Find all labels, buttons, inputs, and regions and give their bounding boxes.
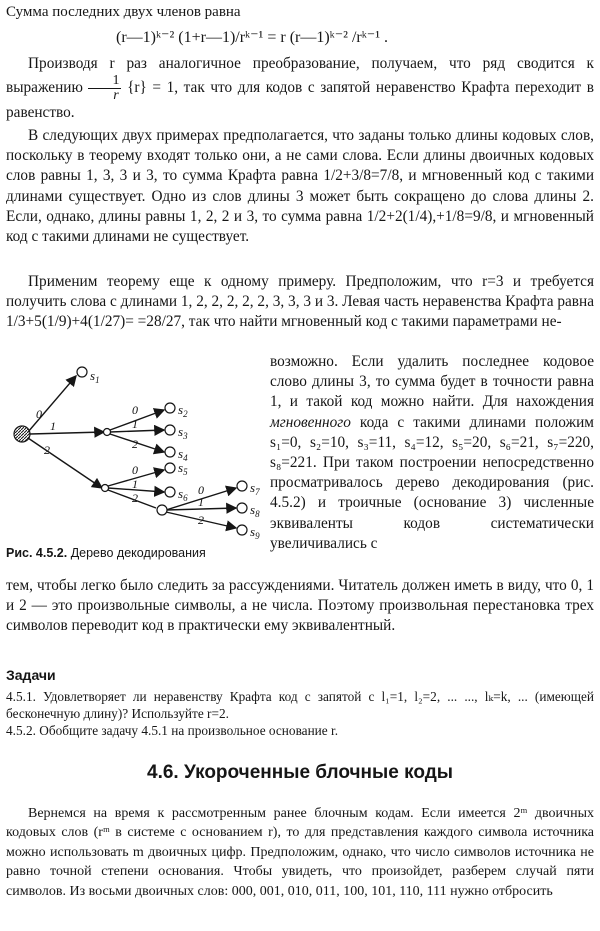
leaf-label-s2: $s_2$ — [178, 402, 188, 419]
leaf-node-s2 — [165, 403, 175, 413]
edge-label-8: 2 — [132, 491, 138, 505]
leaf-node-s4 — [165, 447, 175, 457]
paragraph-3: Применим теорему еще к одному примеру. Предположим, что r=3 и требуется получить слова с длинами 1, 2, 2, 2, 2, 2, 3, 3, 3 и 3. Левая часть неравенства Крафта равна 1/3+5(1/9)+4(1/27)= =28/27, так что найти мгновенный код с такими параметрами не- — [6, 273, 594, 331]
fraction-numerator: 1 — [88, 74, 121, 89]
edge-label-2: 2 — [44, 443, 50, 457]
leaf-node-s5 — [165, 463, 175, 473]
paragraph-3-wrap-a: возможно. Если удалить последнее кодовое слово длины 3, то сумма будет в точности равна 1, и такой код можно найти. Для нахождения — [270, 353, 594, 411]
paragraph-2: В следующих двух примерах предполагается, что заданы только длины кодовых слов, поскольку в теорему входят только они, а не сами слова. Если длины двоичных кодовых слов равны 1, 3, 3 и 3, то сумма Крафта равна 1/2+3/8=7/8, и мгновенный код с такими длинами существует. Одно из слов длины 3 может быть сокращено до слова длины 2. Если, однако, длины равны 1, 2, 2 и 3, то сумма равна 1/2+2(1/4),+1/8=9/8, и мгновенный код с такими длинами не существует. — [6, 127, 594, 246]
leaf-node-s6 — [165, 487, 175, 497]
leaf-label-s7: $s_7$ — [250, 480, 260, 497]
leaf-node-s3 — [165, 425, 175, 435]
leaf-label-s3: $s_3$ — [178, 424, 188, 441]
leaf-label-s8: $s_8$ — [250, 502, 260, 519]
caption-label: Рис. 4.5.2. — [6, 546, 68, 560]
leaf-node-s9 — [237, 525, 247, 535]
tasks-heading: Задачи — [6, 667, 56, 683]
paragraph-3-wrap — [270, 352, 594, 554]
edge-label-0: 0 — [36, 407, 42, 421]
edge-label-3: 0 — [132, 403, 138, 417]
edge-label-11: 2 — [198, 513, 204, 527]
equation-sum: (r—1)ᵏ⁻² (1+r—1)/rᵏ⁻¹ = r (r—1)ᵏ⁻² /rᵏ⁻¹ . — [116, 29, 389, 46]
section-heading: 4.6. Укороченные блочные коды — [147, 762, 453, 783]
paragraph-3-tail: тем, чтобы легко было следить за рассуждениями. Читатель должен иметь в виду, что 0, 1 и 2 — это произвольные символы, а не числа. Поэтому произвольная перестановка трех символов переводит код в практически ему эквивалентный. — [6, 577, 594, 635]
caption-text: Дерево декодирования — [70, 546, 206, 560]
paragraph-1-b: {r} = 1, так что для кодов с запятой неравенство Крафта переходит в равенство. — [6, 79, 594, 122]
paragraph-3-wrap-emphasis: мгновенного — [270, 413, 351, 431]
edge-root-n1 — [30, 432, 104, 434]
paragraph-1-a: Производя r раз аналогичное преобразование, получаем, что ряд сводится к выражению — [6, 55, 594, 97]
edge-label-7: 1 — [132, 477, 138, 491]
leaf-node-s1 — [77, 367, 87, 377]
intro-line: Сумма последних двух членов равна — [6, 4, 241, 20]
leaf-label-s4: $s_4$ — [178, 446, 188, 463]
fraction-1-over-r — [88, 74, 121, 103]
section-paragraph-1: Вернемся на время к рассмотренным ранее блочным кодам. Если имеется 2ᵐ двоичных кодовых слов (rᵐ в системе с основанием r), то для представления каждого символа источника можно использовать m двоичных цифр. Предположим, однако, что число символов источника не равно точной степени основания. Чтобы увидеть, что произойдет, разберем случай пяти символов. Из восьми двоичных слов: 000, 001, 010, 011, 100, 101, 110, 111 нужно отбросить — [6, 806, 594, 899]
paragraph-1 — [6, 54, 594, 123]
leaf-label-s6: $s_6$ — [178, 486, 188, 503]
edge-label-10: 1 — [198, 495, 204, 509]
task-4-5-2: 4.5.2. Обобщите задачу 4.5.1 на произвольное основание r. — [6, 723, 339, 738]
edge-label-6: 0 — [132, 463, 138, 477]
leaf-node-s7 — [237, 481, 247, 491]
edge-label-9: 0 — [198, 483, 204, 497]
decoding-tree-figure — [6, 352, 268, 542]
leaf-label-s9: $s_9$ — [250, 524, 260, 541]
leaf-node-s8 — [237, 503, 247, 513]
inner-node-3 — [157, 505, 167, 515]
edge-label-1: 1 — [50, 419, 56, 433]
edge-label-5: 2 — [132, 437, 138, 451]
task-4-5-1: 4.5.1. Удовлетворяет ли неравенству Крафта код с запятой с l₁=1, l₂=2, ... ..., lₖ=k, ... (имеющей бесконечную длину)? Используйте r=2. — [6, 689, 594, 721]
inner-node-1 — [104, 429, 111, 436]
paragraph-3-wrap-b: кода с такими длинами положим s₁=0, s₂=10, s₃=11, s₄=12, s₅=20, s₆=21, s₇=220, s₈=221. При таком построении непосредственно просматривалось дерево декодирования (рис. 4.5.2) и троичные (основание 3) численные эквиваленты кодов систематически увеличивались с — [270, 413, 594, 552]
leaf-label-s1: $s_1$ — [90, 368, 100, 385]
figure-caption — [6, 546, 206, 560]
fraction-denominator: r — [113, 88, 119, 104]
leaf-label-s5: $s_5$ — [178, 460, 188, 477]
inner-node-2 — [102, 485, 109, 492]
edge-label-4: 1 — [132, 417, 138, 431]
edge-root-n2 — [28, 438, 102, 488]
root-node — [14, 426, 30, 442]
